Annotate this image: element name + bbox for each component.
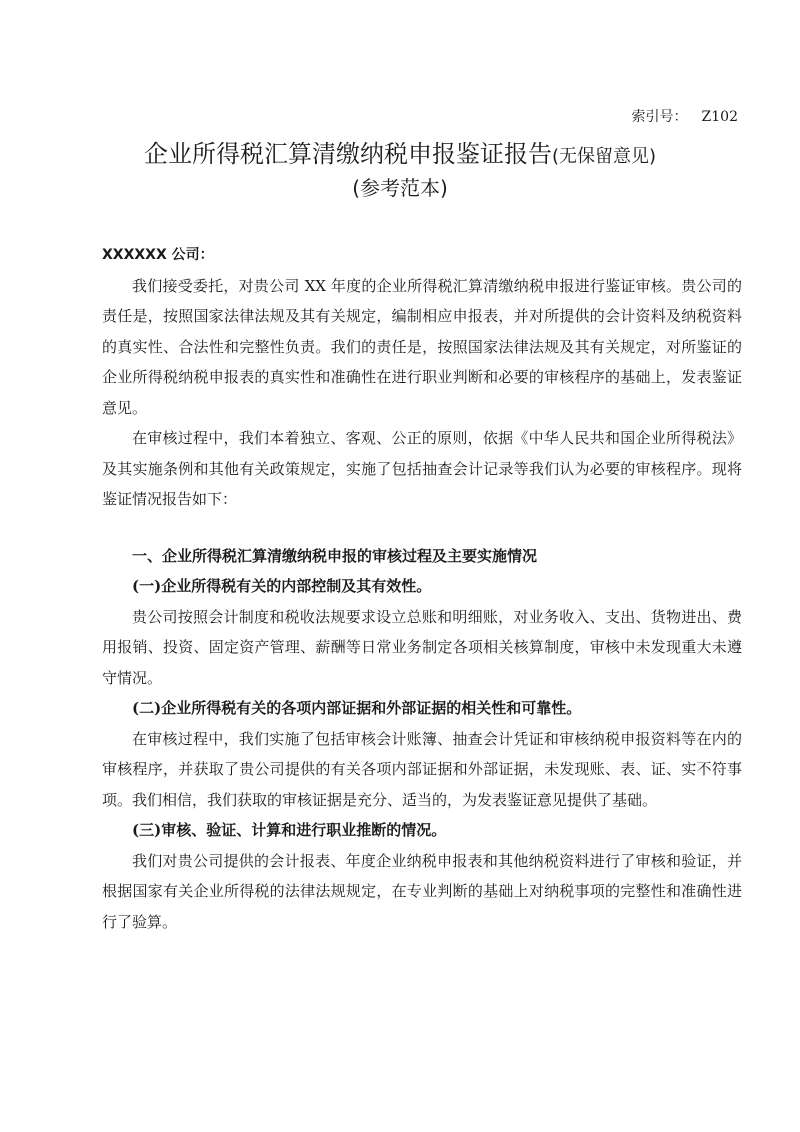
salutation: XXXXXX 公司： [102,247,214,263]
subsection-title-1: (一)企业所得税有关的内部控制及其有效性。 [132,577,432,595]
report-title [0,134,800,169]
spacer [102,515,742,541]
report-subtitle: (参考范本) [352,176,448,200]
report-body [102,240,742,937]
paragraph-process: 在审核过程中，我们本着独立、客观、公正的原则，依据《中华人民共和国企业所得税法》及其实施条例和其他有关政策规定，实施了包括抽查会计记录等我们认为必要的审核程序。现将鉴证情况报告如下： [102,429,742,508]
report-title-main: 企业所得税汇算清缴纳税申报鉴证报告 [143,140,552,168]
subsection-title-2: (二)企业所得税有关的各项内部证据和外部证据的相关性和可靠性。 [132,699,582,717]
subsection-text-1: 贵公司按照会计制度和税收法规要求设立总账和明细账，对业务收入、支出、货物进出、费用报销、投资、固定资产管理、薪酬等日常业务制定各项相关核算制度，审核中未发现重大未遵守情况。 [102,607,742,687]
subsection-text-3: 我们对贵公司提供的会计报表、年度企业纳税申报表和其他纳税资料进行了审核和验证，并根据国家有关企业所得税的法律法规规定，在专业判断的基础上对纳税事项的完整性和准确性进行了验算。 [102,851,742,931]
report-title-note: (无保留意见) [551,146,657,167]
index-label: 索引号： [631,109,688,125]
index-number [632,106,738,126]
subsection-text-2: 在审核过程中，我们实施了包括审核会计账簿、抽查会计凭证和审核纳税申报资料等在内的审核程序，并获取了贵公司提供的有关各项内部证据和外部证据，未发现账、表、证、实不符事项。我们相信，我们获取的审核证据是充分、适当的，为发表鉴证意见提供了基础。 [102,729,742,809]
paragraph-intro: 我们接受委托，对贵公司 XX 年度的企业所得税汇算清缴纳税申报进行鉴证审核。贵公司的责任是，按照国家法律法规及其有关规定，编制相应申报表，并对所提供的会计资料及纳税资料的真实性、合法性和完整性负责。我们的责任是，按照国家法律法规及其有关规定，对所鉴证的企业所得税纳税申报表的真实性和准确性在进行职业判断和必要的审核程序的基础上，发表鉴证意见。 [102,276,742,417]
subsection-title-3: (三)审核、验证、计算和进行职业推断的情况。 [132,821,447,839]
index-code: Z102 [701,109,738,125]
section-heading: 一、企业所得税汇算清缴纳税申报的审核过程及主要实施情况 [132,546,538,565]
